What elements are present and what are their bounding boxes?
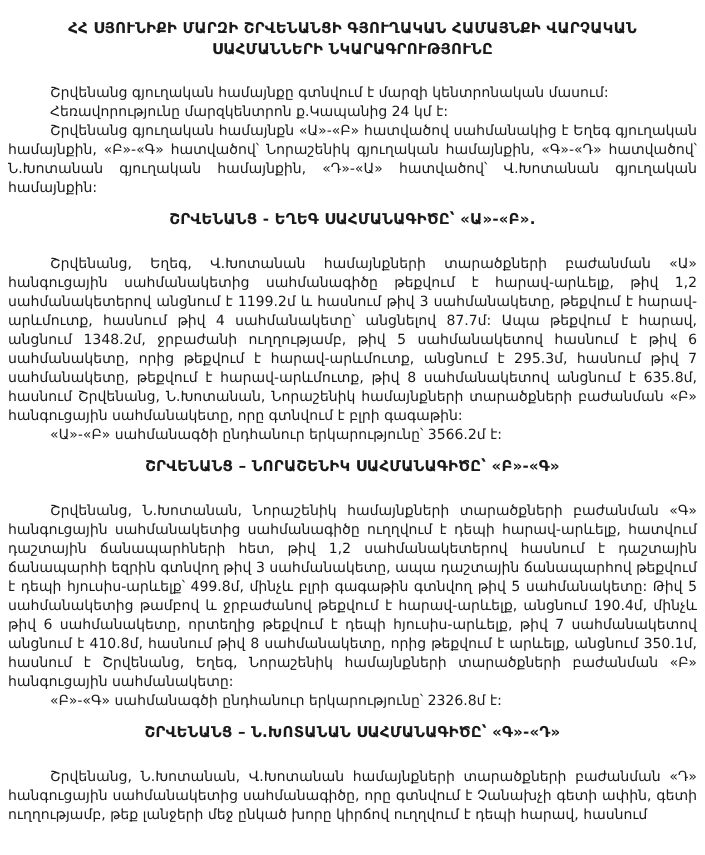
page-title [8,18,697,60]
section-a-b-total-length: «Ա»-«Բ» սահմանագծի ընդհանուր երկարությունը՝ 3566.2մ է: [50,427,503,443]
section-border-g-d [8,722,697,825]
section-a-b-heading: ՇՐՎԵՆԱՆՑ - ԵՂԵԳ ՍԱՀՄԱՆԱԳԻԾԸ՝ «Ա»-«Բ». [169,210,536,228]
section-border-a-b [8,209,697,445]
section-b-g-body: Շրվենանց, Ն.Խոտանան, Նորաշենիկ համայնքների տարածքների բաժանման «Գ» հանգուցային սահմանակետից սահմանագիծը ուղղվում է դեպի հարավ-արևելք, հատվում դաշտային ճանապարհների հետ, թիվ 1,2 սահմանակետերով հասնում է դաշտային ճանապարհի եզրին գտնվող թիվ 3 սահմանակետը, ապա դաշտային ճանապարհով թեքվում է դեպի հյուսիս-արևելք՝ 499.8մ, մինչև բլրի գագաթին գտնվող թիվ 5 սահմանակետը: Թիվ 5 սահմանակետից թամբով և ջրբաժանով թեքվում է հարավ-արևելք, անցնում 190.4մ, մինչև թիվ 6 սահմանակետը, որտեղից թեքվում է դեպի հյուսիս-արևելք, թիվ 7 սահմանակետով անցնում է 410.8մ, հասնում թիվ 8 սահմանակետը, որից թեքվում է արևելք, անցնում 350.1մ, հասնում է Շրվենանց, Եղեգ, Նորաշենիկ համայնքների տարածքների բաժանման «Բ» հանգուցային սահմանակետը: [8,503,697,690]
intro-distance-text: Հեռավորությունը մարզկենտրոն ք.Կապանից 24 կմ է: [50,104,449,120]
section-g-d-heading: ՇՐՎԵՆԱՆՑ – Ն.ԽՈՏԱՆԱՆ ՍԱՀՄԱՆԱԳԻԾԸ՝ «Գ»-«Դ» [144,723,561,741]
section-a-b-body: Շրվենանց, Եղեգ, Վ.Խոտանան համայնքների տարածքների բաժանման «Ա» հանգուցային սահմանակետից սահմանագիծը թեքվում է հարավ-արևելք, թիվ 1,2 սահմանակետերով անցնում է 1199.2մ և հասնում թիվ 3 սահմանակետը, թեքվում է հարավ-արևմուտք, հասնում թիվ 4 սահմանակետը՝ անցնելով 87.7մ: Ապա թեքվում է հարավ, անցնում 1348.2մ, ջրբաժանի ուղղությամբ, թիվ 5 սահմանակետով հասնում է թիվ 6 սահմանակետը, որից թեքվում է հարավ-արևմուտք, անցնում է 295.3մ, հասնում թիվ 7 սահմանակետը, թեքվում է հարավ-արևմուտք, թիվ 8 սահմանակետով անցնում է 635.8մ, հասնում Շրվենանց, Ն.Խոտանան, Նորաշենիկ համայնքների տարածքների բաժանման «Բ» հանգուցային սահմանակետը, որը գտնվում է բլրի գագաթին: [8,256,697,424]
intro-location-text: Շրվենանց գյուղական համայնքը գտնվում է մարզի կենտրոնական մասում: [50,85,609,101]
section-b-g-total-length: «Բ»-«Գ» սահմանագծի ընդհանուր երկարությունը՝ 2326.8մ է: [50,693,502,709]
intro-adjacency-text: Շրվենանց գյուղական համայնքն «Ա»-«Բ» հատվածով սահմանակից է Եղեգ գյուղական համայնքին, «Բ»-«Գ» հատվածով՝ Նորաշենիկ գյուղական համայնքին, «Գ»-«Դ» հատվածով՝ Ն.Խոտանան գյուղական համայնքին, «Դ»-«Ա» հատվածով՝ Վ.Խոտանան գյուղական համայնքին: [8,123,697,196]
page-title-line-2: ՍԱՀՄԱՆՆԵՐԻ ՆԿԱՐԱԳՐՈՒԹՅՈՒՆԸ [212,40,493,58]
section-b-g-heading: ՇՐՎԵՆԱՆՑ – ՆՈՐԱՇԵՆԻԿ ՍԱՀՄԱՆԱԳԻԾԸ՝ «Բ»-«Գ» [145,457,560,475]
section-border-b-g [8,456,697,711]
section-g-d-body: Շրվենանց, Ն.Խոտանան, Վ.Խոտանան համայնքների տարածքների բաժանման «Դ» հանգուցային սահմանակետից սահմանագիծը, որը գտնվում է Չանախչի գետի ափին, գետի ուղղությամբ, թեք լանջերի մեջ ընկած խորը կիրճով ուղղվում է դեպի հարավ, հասնում [8,769,697,823]
page-title-line-1: ՀՀ ՍՅՈՒՆԻՔԻ ՄԱՐԶԻ ՇՐՎԵՆԱՆՑԻ ԳՅՈՒՂԱԿԱՆ ՀԱՄԱՅՆՔԻ ՎԱՐՉԱԿԱՆ [68,19,637,37]
